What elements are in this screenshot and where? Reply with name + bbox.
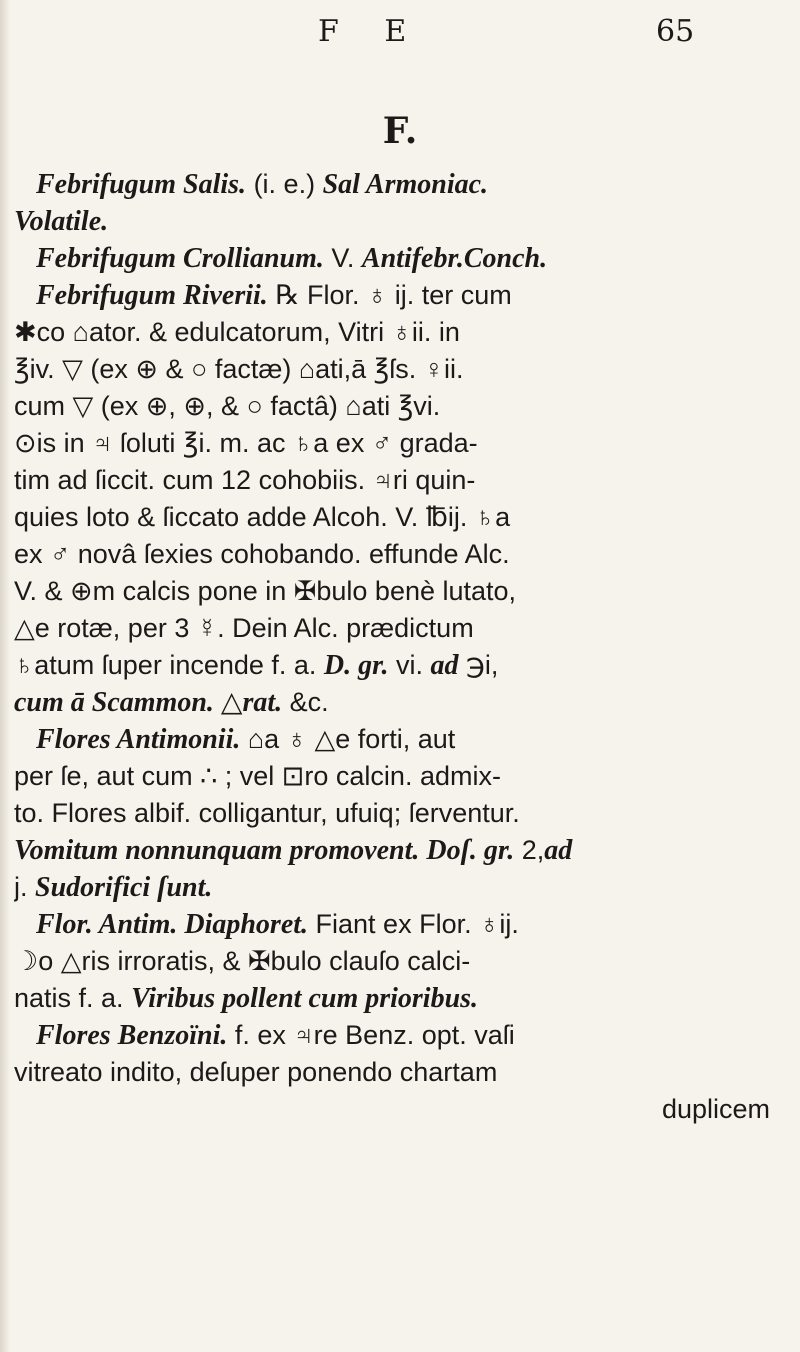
italic-text-run: Volatile. — [14, 206, 109, 237]
text-run: quies loto & ſiccato adde Alcoh. V. ℔ij. ♄a — [14, 502, 511, 532]
italic-text-run: ad — [430, 650, 459, 681]
page-number: 65 — [656, 14, 695, 49]
text-line — [14, 166, 784, 203]
text-run: vi. — [388, 650, 431, 680]
text-run: ℈i, — [458, 650, 499, 680]
text-line — [14, 203, 784, 240]
italic-text-run: Febrifugum Riverii. — [36, 280, 268, 311]
text-run: &c. — [282, 687, 329, 717]
italic-text-run: cum ā Scammon. △rat. — [14, 687, 283, 718]
italic-text-run: ad — [544, 835, 573, 866]
text-line — [14, 906, 784, 943]
text-run: duplicem — [661, 1094, 770, 1124]
text-run: 2, — [514, 835, 545, 865]
text-line — [14, 943, 784, 980]
text-run: vitreato indito, deſuper ponendo chartam — [14, 1057, 498, 1087]
text-run: tim ad ſiccit. cum 12 cohobiis. ♃ri quin- — [14, 465, 476, 495]
text-run: ⌂a ♁ △e forti, aut — [240, 724, 456, 754]
text-line — [14, 499, 784, 536]
text-run: natis f. a. — [14, 983, 132, 1013]
text-line — [14, 721, 784, 758]
text-run: V. & ⊕m calcis pone in ✠bulo benè lutato, — [14, 576, 517, 606]
text-line — [14, 795, 784, 832]
page-gutter-shadow — [0, 0, 10, 1352]
text-line — [14, 388, 784, 425]
italic-text-run: Sal Armoniac. — [322, 169, 489, 200]
italic-text-run: Vomitum nonnunquam promovent. Doſ. gr. — [14, 835, 515, 866]
text-line — [14, 684, 784, 721]
running-header — [0, 14, 800, 54]
text-line — [14, 240, 784, 277]
italic-text-run: Febrifugum Crollianum. — [36, 243, 324, 274]
text-run: cum ▽ (ex ⊕, ⊕, & ○ factâ) ⌂ati ℥vi. — [14, 391, 441, 421]
italic-text-run: Viribus pollent cum prioribus. — [131, 983, 479, 1014]
text-run: ✱co ⌂ator. & edulcatorum, Vitri ♁ii. in — [14, 317, 460, 347]
text-line — [14, 314, 784, 351]
text-run: ⊙is in ♃ ſoluti ℥i. m. ac ♄a ex ♂ grada- — [14, 428, 478, 458]
text-run: ♄atum ſuper incende f. a. — [14, 650, 324, 680]
text-line — [14, 980, 784, 1017]
text-line — [14, 1091, 784, 1128]
italic-text-run: Flores Benzoïni. — [36, 1020, 228, 1051]
text-line — [14, 1017, 784, 1054]
text-run: f. ex ♃re Benz. opt. vaſi — [227, 1020, 515, 1050]
text-run: ℥iv. ▽ (ex ⊕ & ○ factæ) ⌂ati,ā ℥ſs. ♀ii. — [14, 354, 464, 384]
text-line — [14, 758, 784, 795]
italic-text-run: D. gr. — [323, 650, 389, 681]
text-line — [14, 647, 784, 684]
section-letter: F. — [382, 110, 418, 152]
text-line — [14, 610, 784, 647]
running-title: F E — [318, 14, 425, 49]
text-line — [14, 536, 784, 573]
text-run: (i. e.) — [246, 169, 323, 199]
text-line — [14, 832, 784, 869]
text-line — [14, 462, 784, 499]
text-line — [14, 869, 784, 906]
italic-text-run: Flor. Antim. Diaphoret. — [36, 909, 309, 940]
text-run: △e rotæ, per 3 ☿. Dein Alc. prædictum — [14, 613, 474, 643]
text-run: ☽o △ris irroratis, & ✠bulo clauſo calci- — [14, 946, 471, 976]
italic-text-run: Antifebr.Conch. — [361, 243, 548, 274]
text-run: ex ♂ novâ ſexies cohobando. effunde Alc. — [14, 539, 510, 569]
text-run: j. — [14, 872, 36, 902]
text-run: Fiant ex Flor. ♁ij. — [308, 909, 519, 939]
text-run: per ſe, aut cum ∴ ; vel ⊡ro calcin. admix- — [14, 761, 501, 791]
page-body-text — [14, 166, 784, 1128]
text-line — [14, 277, 784, 314]
text-run: ℞ Flor. ♁ ij. ter cum — [267, 280, 512, 310]
italic-text-run: Febrifugum Salis. — [36, 169, 247, 200]
text-line — [14, 425, 784, 462]
text-line — [14, 351, 784, 388]
text-line — [14, 1054, 784, 1091]
text-line — [14, 573, 784, 610]
text-run: V. — [323, 243, 362, 273]
italic-text-run: Sudorifici ſunt. — [35, 872, 213, 903]
text-run: to. Flores albif. colligantur, ufuiq; ſerventur. — [14, 798, 520, 828]
italic-text-run: Flores Antimonii. — [36, 724, 241, 755]
